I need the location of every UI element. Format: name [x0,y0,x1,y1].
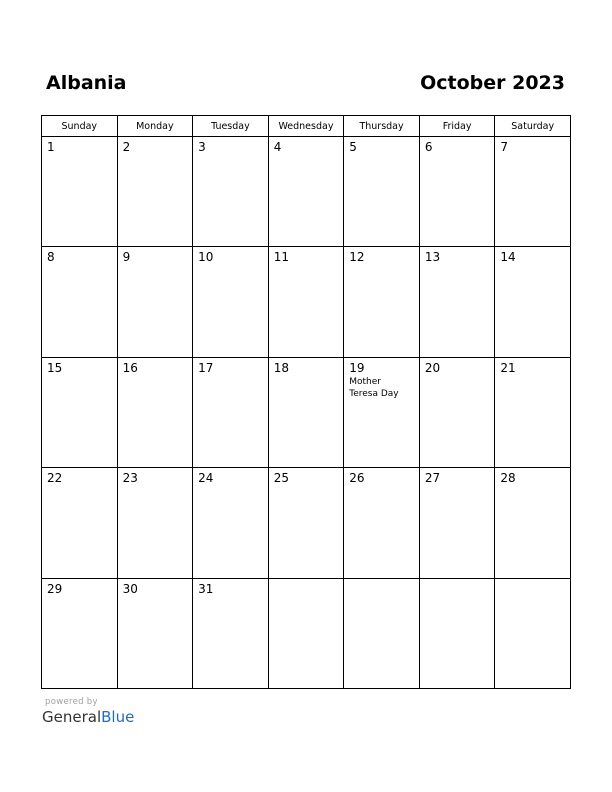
day-number: 15 [47,360,63,375]
day-cell [419,247,495,357]
country-title: Albania [46,72,127,94]
calendar-grid [41,115,571,689]
weekday-header: Tuesday [193,116,269,137]
day-number: 19 [349,360,365,375]
day-number: 29 [47,581,63,596]
day-cell [268,578,344,688]
week-row [42,357,571,467]
day-cell [193,247,269,357]
day-number: 9 [122,250,131,265]
day-cell [268,357,344,467]
day-cell [495,578,571,688]
day-number: 26 [349,471,365,486]
day-number: 21 [500,360,516,375]
day-cell [117,357,193,467]
weekday-header: Friday [419,116,495,137]
day-cell [193,578,269,688]
week-row [42,137,571,247]
logo-text-general: General [42,708,102,726]
day-number: 1 [47,140,55,154]
day-number: 16 [122,360,138,375]
logo-text-blue: Blue [101,708,135,726]
day-cell [42,357,118,467]
day-cell [268,137,344,247]
day-cell [344,247,420,357]
day-cell [344,137,420,247]
week-row [42,578,571,688]
weekday-header: Saturday [495,116,571,137]
day-number: 17 [198,360,214,375]
day-number: 30 [122,581,138,596]
weekday-header: Sunday [42,116,118,137]
day-number: 27 [424,471,441,486]
week-row [42,468,571,578]
day-number: 22 [47,471,63,486]
weekday-header-row [42,116,571,137]
day-number: 14 [500,250,516,265]
weekday-header: Monday [117,116,193,137]
day-number: 28 [500,471,516,486]
day-number: 20 [424,360,441,375]
day-cell [419,468,495,578]
day-number: 6 [424,140,433,154]
day-cell [268,247,344,357]
day-cell [419,357,495,467]
day-number: 4 [273,140,282,154]
day-cell [419,137,495,247]
day-number: 7 [500,140,509,154]
day-cell [42,578,118,688]
generalblue-logo[interactable] [42,708,134,726]
day-cell [193,357,269,467]
day-number: 3 [198,140,206,154]
weekday-header: Wednesday [268,116,344,137]
day-cell [193,137,269,247]
day-number: 23 [122,471,138,486]
day-cell [495,137,571,247]
day-cell [344,357,420,467]
day-number: 25 [273,471,289,486]
day-cell [42,247,118,357]
day-cell [268,468,344,578]
day-cell [495,357,571,467]
day-number: 8 [47,250,55,265]
holiday-label: Mother Teresa Day [349,376,399,399]
day-number: 11 [273,250,289,265]
day-number: 13 [424,250,441,265]
day-cell [344,468,420,578]
weekday-header: Thursday [344,116,420,137]
day-cell [117,578,193,688]
day-cell [419,578,495,688]
day-cell [344,578,420,688]
day-cell [193,468,269,578]
day-number: 2 [122,140,131,154]
day-number: 24 [198,471,214,486]
day-cell [495,468,571,578]
day-cell [117,137,193,247]
powered-by-text: powered by [45,697,98,707]
month-year-title: October 2023 [420,72,565,94]
day-number: 18 [273,360,289,375]
day-cell [495,247,571,357]
day-number: 5 [349,140,357,154]
day-cell [42,468,118,578]
day-cell [42,137,118,247]
day-number: 31 [198,581,214,596]
day-cell [117,468,193,578]
day-cell [117,247,193,357]
week-row [42,247,571,357]
day-number: 12 [349,250,365,265]
day-number: 10 [198,250,214,265]
